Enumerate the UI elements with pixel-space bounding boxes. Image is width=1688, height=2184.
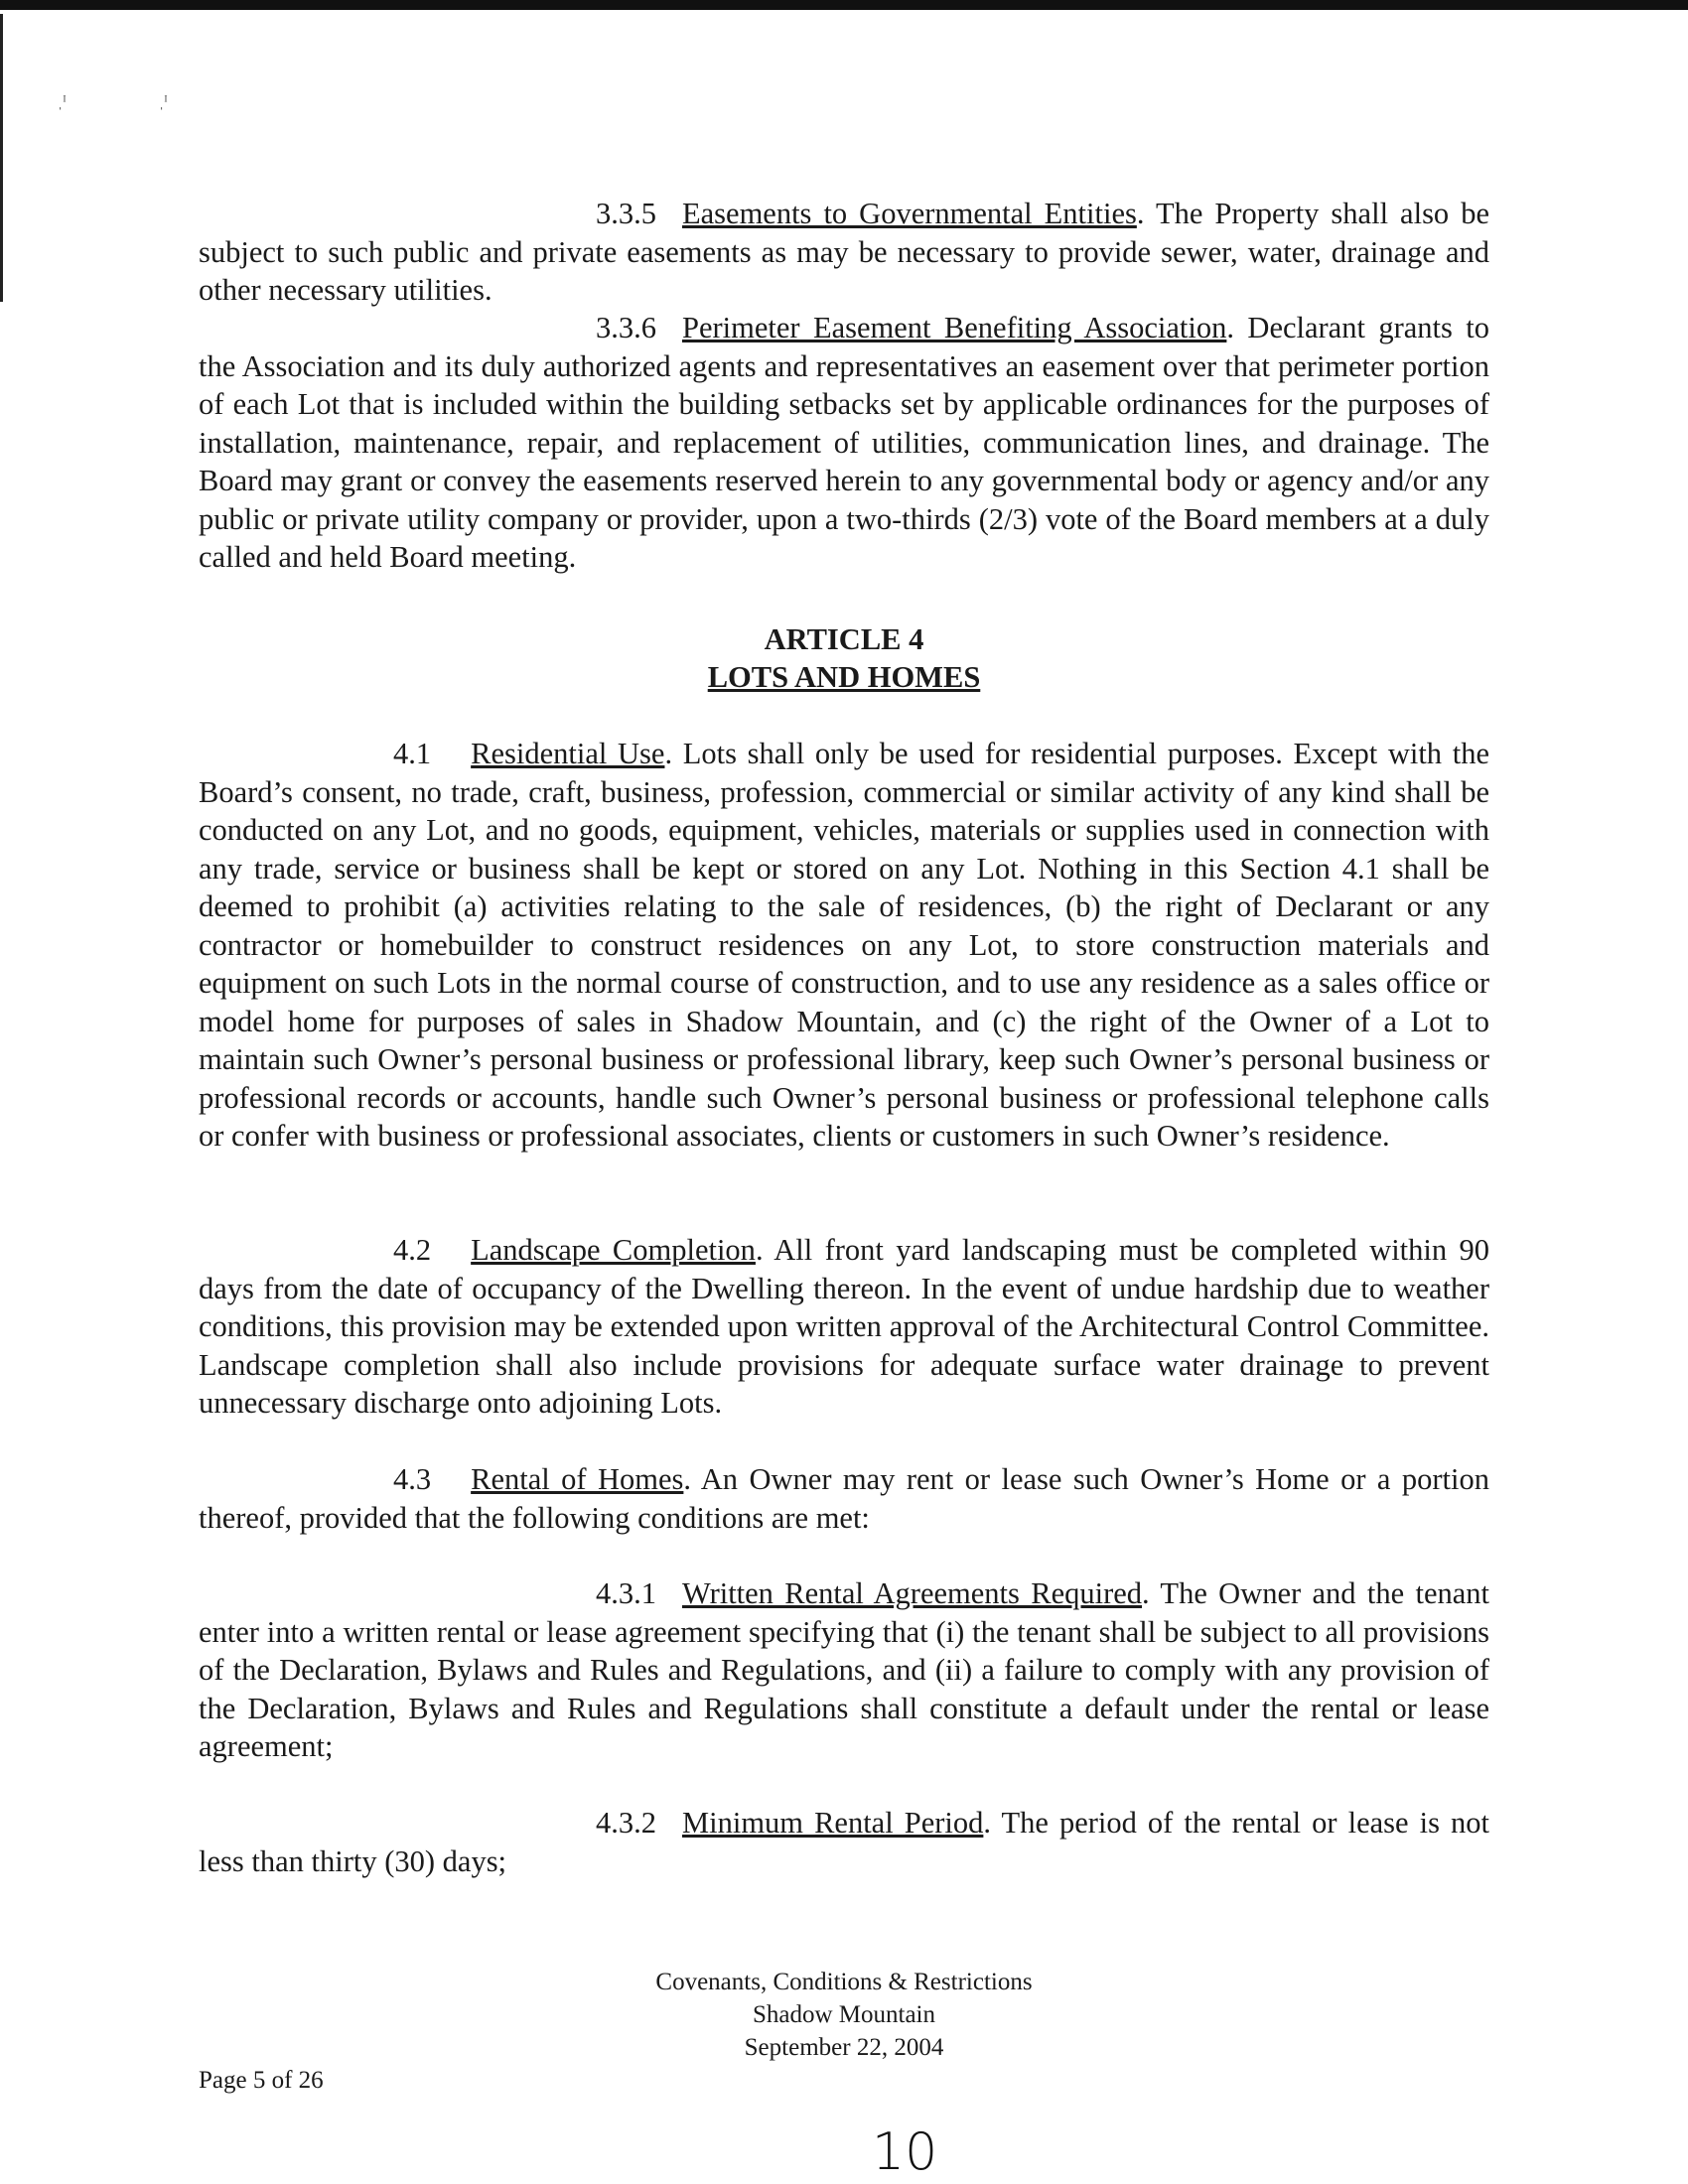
- section-number: 4.3.2: [596, 1806, 656, 1840]
- scan-top-border: [0, 0, 1688, 10]
- section-text: . Declarant grants to the Association and its duly authorized agents and representatives an easement over that perimeter portion of each Lot that is included within the building setbacks set by applicable ordinances for the purposes of installation, maintenance, repair, and replacement of utilities, communication lines, and drainage. The Board may grant or convey the easements reserved herein to any governmental body or agency and/or any public or private utility company or provider, upon a two-thirds (2/3) vote of the Board members at a duly called and held Board meeting.: [199, 311, 1489, 574]
- paragraph: [199, 1460, 1489, 1537]
- handwritten-page-mark: 10: [872, 2122, 938, 2182]
- section-text: . The Property shall also be subject to such public and private easements as may be necessary to provide sewer, water, drainage and other necessary utilities.: [199, 197, 1489, 307]
- article-title: LOTS AND HOMES: [707, 660, 981, 694]
- section-title: Landscape Completion: [471, 1233, 756, 1267]
- section-title: Easements to Governmental Entities: [682, 197, 1137, 230]
- paragraph: [199, 309, 1489, 577]
- scan-speck-mark: ˌᴵ: [159, 93, 168, 110]
- section-number: 3.3.6: [596, 311, 656, 344]
- section-4-3: [199, 1460, 1489, 1537]
- footer-title: Covenants, Conditions & Restrictions: [655, 1969, 1033, 1995]
- section-3-3-5: [199, 195, 1489, 310]
- document-footer: [199, 1966, 1489, 2064]
- section-text: . The Owner and the tenant enter into a written rental or lease agreement specifying that (i) the tenant shall be subject to all provisions of the Declaration, Bylaws and Rules and Regulations, and (ii) a failure to comply with any provision of the Declaration, Bylaws and Rules and Regulations shall constitute a default under the rental or lease agreement;: [199, 1576, 1490, 1763]
- section-title: Minimum Rental Period: [682, 1806, 984, 1840]
- section-title: Written Rental Agreements Required: [682, 1576, 1143, 1610]
- page-number: Page 5 of 26: [199, 2067, 324, 2094]
- section-text: . All front yard landscaping must be completed within 90 days from the date of occupancy of the Dwelling thereon. In the event of undue hardship due to weather conditions, this provision may be extended upon written approval of the Architectural Control Committee. Landscape completion shall also include provisions for adequate surface water drainage to prevent unnecessary discharge onto adjoining Lots.: [199, 1233, 1489, 1420]
- section-title: Rental of Homes: [471, 1462, 684, 1496]
- article-heading: [199, 620, 1489, 696]
- footer-project: Shadow Mountain: [752, 2001, 936, 2028]
- section-number: 4.3.1: [596, 1576, 656, 1610]
- section-4-2: [199, 1231, 1489, 1423]
- section-title: Perimeter Easement Benefiting Association: [682, 311, 1227, 344]
- scan-speck-mark: ˌᴵ: [58, 93, 67, 110]
- article-label: ARTICLE 4: [764, 622, 924, 656]
- section-text: . The period of the rental or lease is not less than thirty (30) days;: [199, 1806, 1490, 1878]
- section-3-3-6: [199, 309, 1489, 577]
- paragraph: [199, 1804, 1489, 1880]
- paragraph: [199, 195, 1489, 310]
- section-title: Residential Use: [471, 737, 665, 770]
- paragraph: [199, 1231, 1489, 1423]
- section-number: 4.2: [393, 1233, 432, 1267]
- paragraph: [199, 735, 1489, 1156]
- paragraph: [199, 1574, 1489, 1766]
- section-number: 3.3.5: [596, 197, 656, 230]
- section-4-3-2: [199, 1804, 1489, 1880]
- section-number: 4.3: [393, 1462, 432, 1496]
- section-text: . Lots shall only be used for residential purposes. Except with the Board’s consent, no trade, craft, business, profession, commercial or similar activity of any kind shall be conducted on any Lot, and no goods, equipment, vehicles, materials or supplies used in connection with any trade, service or business shall be kept or stored on any Lot. Nothing in this Section 4.1 shall be deemed to prohibit (a) activities relating to the sale of residences, (b) the right of Declarant or any contractor or homebuilder to construct residences on any Lot, to store construction materials and equipment on such Lots in the normal course of construction, and to use any residence as a sales office or model home for purposes of sales in Shadow Mountain, and (c) the right of the Owner of a Lot to maintain such Owner’s personal business or professional library, keep such Owner’s personal business or professional records or accounts, handle such Owner’s personal business or professional telephone calls or confer with business or professional associates, clients or customers in such Owner’s residence.: [199, 737, 1489, 1153]
- section-text: . An Owner may rent or lease such Owner’s Home or a portion thereof, provided that the following conditions are met:: [199, 1462, 1489, 1535]
- scan-left-border: [0, 14, 3, 302]
- footer-date: September 22, 2004: [744, 2034, 944, 2061]
- section-number: 4.1: [393, 737, 432, 770]
- section-4-1: [199, 735, 1489, 1156]
- section-4-3-1: [199, 1574, 1489, 1766]
